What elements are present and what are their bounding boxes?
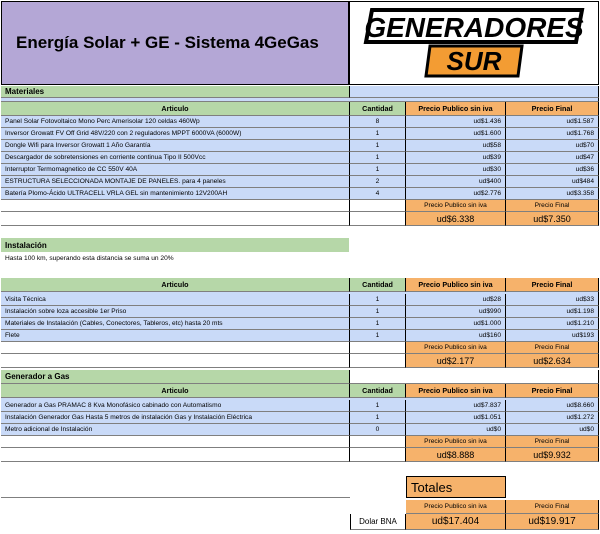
precio-final-cell[interactable]: ud$1.210	[506, 318, 599, 330]
precio-final-cell[interactable]: ud$1.198	[506, 306, 599, 318]
precio-publico-cell[interactable]: ud$2.776	[406, 188, 506, 200]
instalacion-subtotal-pp-label[interactable]: Precio Publico sin iva	[406, 342, 506, 354]
instalacion-sub-value-row	[1, 354, 599, 368]
precio-final-cell[interactable]: ud$1.587	[506, 116, 599, 128]
cantidad-cell[interactable]: 0	[350, 424, 406, 436]
materiales-sub-value-row	[1, 212, 599, 226]
articulo-cell[interactable]: Panel Solar Fotovoltaico Mono Perc Amerisolar 120 celdas 460Wp	[1, 116, 350, 128]
totales-pp[interactable]: ud$17.404	[406, 514, 506, 530]
totales-pp-label[interactable]: Precio Publico sin iva	[406, 500, 506, 514]
articulo-cell[interactable]: Inversor Growatt FV Off Grid 48V/220 con 2 reguladores MPPT 6000VA (6000W)	[1, 128, 350, 140]
precio-publico-cell[interactable]: ud$1.436	[406, 116, 506, 128]
materiales-sub-label-row	[1, 200, 599, 212]
precio-final-cell[interactable]: ud$47	[506, 152, 599, 164]
totales-title-row	[1, 476, 599, 498]
precio-final-cell[interactable]: ud$484	[506, 176, 599, 188]
empty-cell[interactable]	[350, 448, 406, 462]
precio-publico-cell[interactable]: ud$400	[406, 176, 506, 188]
precio-final-cell[interactable]: ud$1.272	[506, 412, 599, 424]
generadores-sur-logo	[350, 2, 598, 84]
empty-cell[interactable]	[350, 342, 406, 354]
materiales-subtotal-pf-label[interactable]: Precio Final	[506, 200, 599, 212]
generador-header-row	[1, 384, 599, 398]
col-precio-publico[interactable]: Precio Publico sin iva	[406, 278, 506, 292]
cantidad-cell[interactable]: 1	[350, 306, 406, 318]
cantidad-cell[interactable]: 1	[350, 164, 406, 176]
empty-cell[interactable]	[1, 342, 350, 354]
generador-heading[interactable]: Generador a Gas	[1, 370, 350, 384]
table-row	[1, 330, 599, 342]
empty-cell[interactable]	[1, 200, 350, 212]
instalacion-heading[interactable]: Instalación	[1, 238, 349, 252]
precio-publico-cell[interactable]: ud$1.000	[406, 318, 506, 330]
table-row	[1, 188, 599, 200]
generador-subtotal-pf[interactable]: ud$9.932	[506, 448, 599, 462]
table-row	[1, 116, 599, 128]
col-precio-final[interactable]: Precio Final	[506, 384, 599, 398]
precio-publico-cell[interactable]: ud$990	[406, 306, 506, 318]
materiales-subtotal-pf[interactable]: ud$7.350	[506, 212, 599, 226]
col-articulo[interactable]: Articulo	[1, 278, 350, 292]
svg-text:GENERADORES: GENERADORES	[364, 12, 584, 43]
totales-pf-label[interactable]: Precio Final	[506, 500, 599, 514]
instalacion-note: Hasta 100 km, superando esta distancia se suma un 20%	[5, 255, 174, 262]
instalacion-subtotal-pf[interactable]: ud$2.634	[506, 354, 599, 368]
table-row	[1, 318, 599, 330]
precio-final-cell[interactable]: ud$33	[506, 294, 599, 306]
cantidad-cell[interactable]: 1	[350, 412, 406, 424]
col-cantidad[interactable]: Cantidad	[350, 278, 406, 292]
cantidad-cell[interactable]: 8	[350, 116, 406, 128]
empty-cell[interactable]	[350, 354, 406, 368]
instalacion-sub-label-row	[1, 342, 599, 354]
empty-cell[interactable]	[350, 370, 599, 384]
totales-label-row	[1, 500, 599, 514]
cantidad-cell[interactable]: 1	[350, 330, 406, 342]
col-precio-final[interactable]: Precio Final	[506, 278, 599, 292]
generador-subtotal-pf-label[interactable]: Precio Final	[506, 436, 599, 448]
articulo-cell[interactable]: Materiales de Instalación (Cables, Conectores, Tableros, etc) hasta 20 mts	[1, 318, 350, 330]
table-row	[1, 306, 599, 318]
table-row	[1, 164, 599, 176]
materiales-header-row	[1, 102, 599, 116]
empty-cell[interactable]	[350, 212, 406, 226]
precio-final-cell[interactable]: ud$193	[506, 330, 599, 342]
precio-final-cell[interactable]: ud$70	[506, 140, 599, 152]
generador-subtotal-pp-label[interactable]: Precio Publico sin iva	[406, 436, 506, 448]
articulo-cell[interactable]: Instalación sobre loza accesible 1er Priso	[1, 306, 350, 318]
table-row	[1, 424, 599, 436]
precio-final-cell[interactable]: ud$8.660	[506, 400, 599, 412]
cantidad-cell[interactable]: 1	[350, 318, 406, 330]
generador-sub-label-row	[1, 436, 599, 448]
articulo-cell[interactable]: Visita Técnica	[1, 294, 350, 306]
precio-final-cell[interactable]: ud$1.768	[506, 128, 599, 140]
totales-value-row	[1, 514, 599, 530]
precio-publico-cell[interactable]: ud$39	[406, 152, 506, 164]
empty-cell[interactable]	[1, 448, 350, 462]
articulo-cell[interactable]: Descargador de sobretensiones en corriente continua Tipo II 500Vcc	[1, 152, 350, 164]
empty-cell[interactable]	[350, 200, 406, 212]
precio-publico-cell[interactable]: ud$28	[406, 294, 506, 306]
cantidad-cell[interactable]: 1	[350, 128, 406, 140]
precio-publico-cell[interactable]: ud$30	[406, 164, 506, 176]
precio-final-cell[interactable]: ud$0	[506, 424, 599, 436]
cantidad-cell[interactable]: 2	[350, 176, 406, 188]
articulo-cell[interactable]: ESTRUCTURA SELECCIONADA MONTAJE DE PANELES. para 4 paneles	[1, 176, 350, 188]
empty-cell[interactable]	[1, 212, 350, 226]
precio-publico-cell[interactable]: ud$1.051	[406, 412, 506, 424]
col-cantidad[interactable]: Cantidad	[350, 102, 406, 116]
table-row	[1, 400, 599, 412]
instalacion-subtotal-pp[interactable]: ud$2.177	[406, 354, 506, 368]
cantidad-cell[interactable]: 1	[350, 294, 406, 306]
table-row	[1, 140, 599, 152]
materiales-subtotal-pp-label[interactable]: Precio Publico sin iva	[406, 200, 506, 212]
precio-publico-cell[interactable]: ud$58	[406, 140, 506, 152]
col-cantidad[interactable]: Cantidad	[350, 384, 406, 398]
col-precio-final[interactable]: Precio Final	[506, 102, 599, 116]
precio-publico-cell[interactable]: ud$1.600	[406, 128, 506, 140]
precio-publico-cell[interactable]: ud$7.837	[406, 400, 506, 412]
generador-sub-value-row	[1, 448, 599, 462]
articulo-cell[interactable]: Interruptor Termomagnetico de CC 550V 40A	[1, 164, 350, 176]
precio-final-cell[interactable]: ud$3.358	[506, 188, 599, 200]
table-row	[1, 176, 599, 188]
title-text: Energía Solar + GE - Sistema 4GeGas	[16, 33, 319, 52]
cantidad-cell[interactable]: 1	[350, 400, 406, 412]
col-articulo[interactable]: Articulo	[1, 384, 350, 398]
empty-cell[interactable]	[350, 436, 406, 448]
col-precio-publico[interactable]: Precio Publico sin iva	[406, 102, 506, 116]
svg-text:SUR: SUR	[446, 46, 502, 76]
section-materiales	[1, 86, 599, 98]
sheet-title[interactable]	[1, 1, 349, 85]
totales-pf[interactable]: ud$19.917	[506, 514, 599, 530]
totales-title[interactable]: Totales	[406, 476, 506, 498]
col-articulo[interactable]: Articulo	[1, 102, 350, 116]
table-row	[1, 412, 599, 424]
instalacion-subtotal-pf-label[interactable]: Precio Final	[506, 342, 599, 354]
materiales-heading[interactable]: Materiales	[1, 86, 350, 98]
articulo-cell[interactable]: Metro adicional de Instalación	[1, 424, 350, 436]
articulo-cell[interactable]: Generador a Gas PRAMAC 8 Kva Monofásico cabinado con Automatismo	[1, 400, 350, 412]
table-row	[1, 152, 599, 164]
table-row	[1, 294, 599, 306]
precio-publico-cell[interactable]: ud$0	[406, 424, 506, 436]
precio-publico-cell[interactable]: ud$160	[406, 330, 506, 342]
materiales-subtotal-pp[interactable]: ud$6.338	[406, 212, 506, 226]
cantidad-cell[interactable]: 1	[350, 140, 406, 152]
empty-cell[interactable]	[1, 354, 350, 368]
col-precio-publico[interactable]: Precio Publico sin iva	[406, 384, 506, 398]
empty-cell[interactable]	[1, 436, 350, 448]
articulo-cell[interactable]: Batería Plomo-Ácido ULTRACELL VRLA GEL sin mantenimiento 12V200AH	[1, 188, 350, 200]
articulo-cell[interactable]: Flete	[1, 330, 350, 342]
empty-cell[interactable]	[1, 476, 350, 498]
empty-cell[interactable]	[350, 86, 599, 98]
section-generador	[1, 370, 599, 384]
cantidad-cell[interactable]: 4	[350, 188, 406, 200]
generador-subtotal-pp[interactable]: ud$8.888	[406, 448, 506, 462]
logo-cell[interactable]	[349, 1, 599, 85]
precio-final-cell[interactable]: ud$36	[506, 164, 599, 176]
articulo-cell[interactable]: Instalación Generador Gas Hasta 5 metros de instalación Gas y Instalación Eléctrica	[1, 412, 350, 424]
dolar-bna-label[interactable]: Dolar BNA	[350, 514, 406, 530]
instalacion-header-row	[1, 278, 599, 292]
articulo-cell[interactable]: Dongle Wifi para Inversor Growatt 1 Año Garantía	[1, 140, 350, 152]
table-row	[1, 128, 599, 140]
cantidad-cell[interactable]: 1	[350, 152, 406, 164]
